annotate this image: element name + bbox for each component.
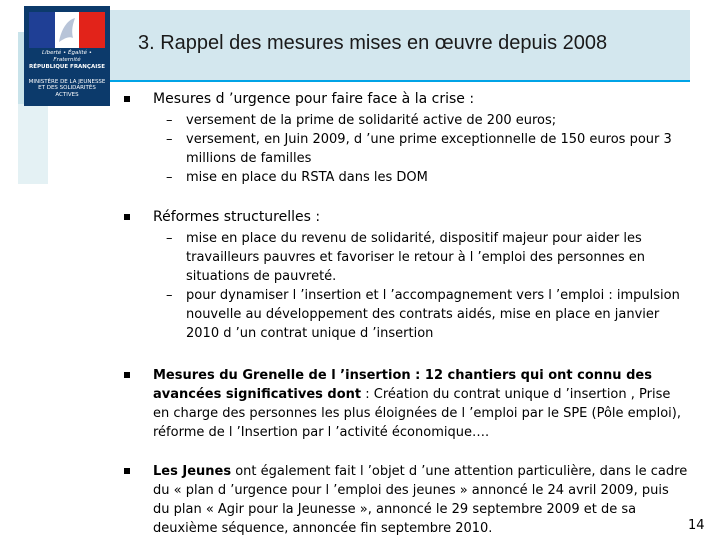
page-number: 14: [688, 518, 705, 533]
side-decoration-light: [18, 104, 48, 184]
logo-motto: Liberté • Égalité • Fraternité: [42, 50, 92, 63]
list-item: – versement de la prime de solidarité active de 200 euros;: [166, 113, 557, 128]
section-4-paragraph: [153, 462, 688, 538]
bullet-icon: [124, 468, 130, 474]
bullet-icon: [124, 214, 130, 220]
section-4-text: ont également fait l ’objet d ’une attention particulière, dans le cadre du « plan d ’urgence pour l ’emploi des jeunes » annoncé le 24 avril 2009, puis du plan « Agir pour la Jeunesse », annoncé le 29 septembre 2009 et de sa deuxième séquence, annoncée fin septembre 2010.: [153, 464, 688, 536]
marianne-flag-icon: [29, 12, 105, 48]
ministry-logo: [24, 6, 110, 106]
section-2-heading: Réformes structurelles :: [153, 209, 321, 225]
section-3-heading: Mesures du Grenelle de l ’insertion : 12 chantiers qui ont connu des avancées significatives dont: [153, 368, 652, 402]
logo-ministry: MINISTÈRE DE LA JEUNESSE ET DES SOLIDARITÉS ACTIVES: [28, 78, 106, 98]
section-4-heading: Les Jeunes: [153, 464, 232, 479]
section-2-list: [166, 229, 686, 343]
section-3-text: : Création du contrat unique d ’insertion , Prise en charge des personnes les plus éloignées de l ’emploi par le SPE (Pôle emploi), réforme de l ’Insertion par l ’activité économique….: [153, 387, 681, 440]
list-item: – mise en place du revenu de solidarité, dispositif majeur pour aider les travailleurs pauvres et favoriser le retour à l ’emploi des personnes en situations de pauvreté.: [166, 231, 645, 284]
section-3-paragraph: [153, 366, 688, 442]
section-1-list: [166, 111, 686, 187]
bullet-icon: [124, 372, 130, 378]
title-underline: [110, 80, 690, 82]
bullet-icon: [124, 96, 130, 102]
section-1-heading: Mesures d ’urgence pour faire face à la crise :: [153, 91, 475, 107]
list-item: – mise en place du RSTA dans les DOM: [166, 170, 428, 185]
logo-republic: RÉPUBLIQUE FRANÇAISE: [29, 64, 105, 70]
page-title: 3. Rappel des mesures mises en œuvre depuis 2008: [138, 32, 608, 54]
list-item: – pour dynamiser l ’insertion et l ’accompagnement vers l ’emploi : impulsion nouvelle au développement des contrats aidés, mise en place en janvier 2010 d ’un contrat unique d ’insertion: [166, 288, 680, 341]
list-item: – versement, en Juin 2009, d ’une prime exceptionnelle de 150 euros pour 3 millions de familles: [166, 132, 672, 166]
